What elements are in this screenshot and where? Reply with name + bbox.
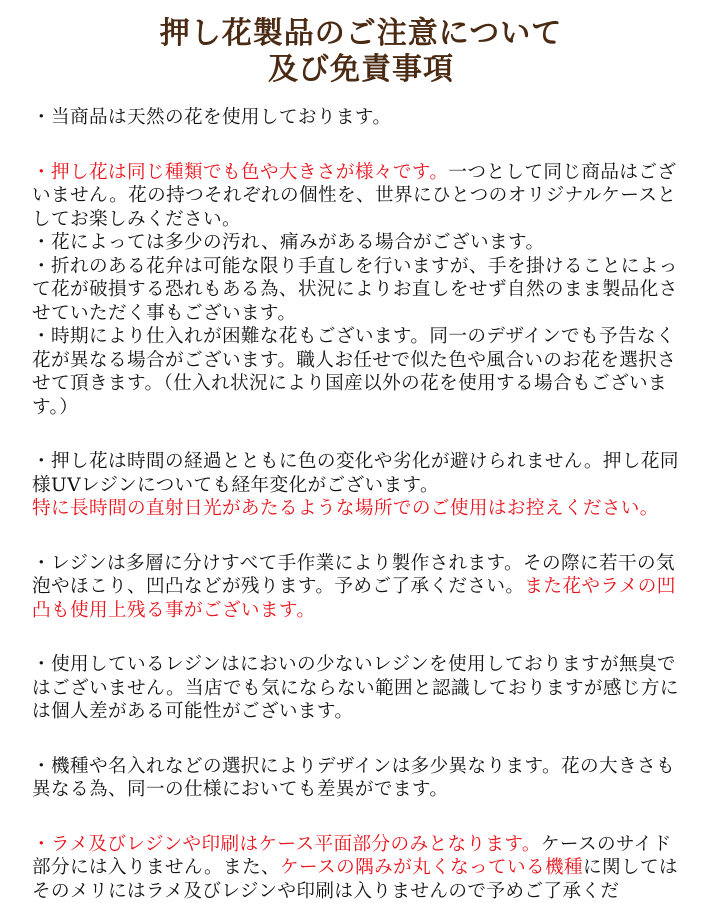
- notice-natural-flowers: ・当商品は天然の花を使用しております。: [32, 106, 690, 130]
- notice-folded-petals: ・折れのある花弁は可能な限り手直しを行いますが、手を掛けることによって花が破損する恐れもある為、状況によりお直しをせず自然のまま製品化させていただく事もございます。: [32, 255, 690, 326]
- notice-supply: ・時期により仕入れが困難な花もございます。同一のデザインでも予告なく花が異なる場合がございます。職人お任せで似た色や風合いのお花を選択させて頂きます。（仕入れ状況により国産以外の花を使用する場合もございます。）: [32, 325, 690, 419]
- notice-resin-handmade: [32, 552, 690, 623]
- notice-stains: ・花によっては多少の汚れ、痛みがある場合がございます。: [32, 231, 690, 255]
- notice-rounded-corner-warning: ケースの隅みが丸くなっている機種: [280, 857, 583, 878]
- notice-glitter-text-a: ケースのサイド部分には入りません。また、: [32, 834, 672, 879]
- notice-aging-text: ・押し花は時間の経過とともに色の変化や劣化が避けられません。押し花同様UVレジンについても経年変化がございます。: [32, 451, 679, 496]
- page-subtitle: 及び免責事項: [32, 52, 690, 88]
- notice-glitter-text-b: に関してはそのメリにはラメ及びレジンや印刷は入りませんので予めご了承くだ: [32, 857, 678, 902]
- notice-variation-text: 一つとして同じ商品はございません。花の持つそれぞれの個性を、世界にひとつのオリジナルケースとしてお楽しみください。: [32, 162, 676, 230]
- notice-resin-warning: また花やラメの凹凸も使用上残る事がございます。: [32, 576, 676, 621]
- notice-design-difference: ・機種や名入れなどの選択によりデザインは多少異なります。花の大きさも異なる為、同一の仕様においても差異がでます。: [32, 755, 690, 802]
- notice-variation-warning: ・押し花は同じ種類でも色や大きさが様々です。: [32, 162, 448, 183]
- title-block: [32, 16, 690, 88]
- notice-aging: [32, 450, 690, 521]
- notice-resin-odor: ・使用しているレジンはにおいの少ないレジンを使用しておりますが無臭ではございません。当店でも気にならない範囲と認識しておりますが感じ方には個人差がある可能性がございます。: [32, 653, 690, 724]
- page-title: 押し花製品のご注意について: [32, 16, 690, 52]
- notice-glitter-warning: ・ラメ及びレジンや印刷はケース平面部分のみとなります。: [32, 834, 541, 855]
- notice-resin-text: ・レジンは多層に分けすべて手作業により製作されます。その際に若干の気泡やほこり、凹凸などが残ります。予めご了承ください。: [32, 553, 675, 598]
- notice-variation: [32, 161, 690, 232]
- notice-aging-warning: 特に長時間の直射日光があたるような場所でのご使用はお控えください。: [32, 498, 659, 519]
- notice-glitter-area: [32, 833, 690, 903]
